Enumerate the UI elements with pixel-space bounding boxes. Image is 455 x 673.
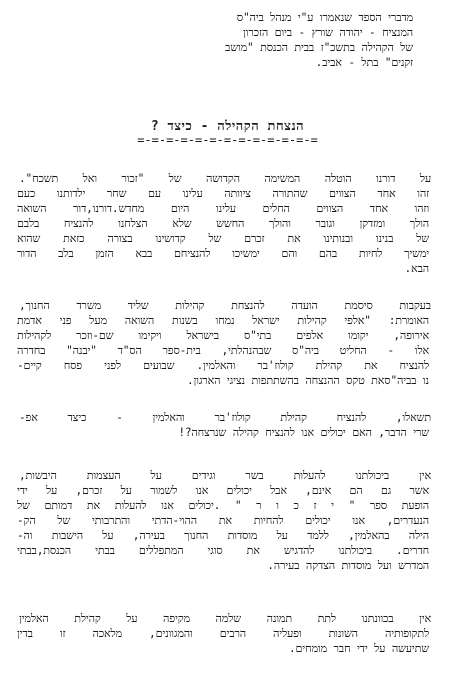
intro-line-4: זקנים" בתל - אביב. <box>315 56 413 69</box>
title-underline: =-=-=-=-=-=-=-=-=-=-=-=-= <box>137 133 318 147</box>
paragraph-4-line-6: חדרים. ביכולתנו להדגיש את סוגי המתפללים בבתי הכנסת,בבתי <box>17 544 429 557</box>
paragraph-5-line-2: לתקופותיה השונות ופעליה הרבים והמגוונים, מלאכה זו בדין <box>17 627 429 640</box>
intro-line-1: מדברי הספד שנאמרו ע"י מנהל ביה"ס <box>236 11 413 24</box>
paragraph-2-line-3: אירופה, יקומו אלפים בתי"ס בישראל ויקימו שם-וזכר לקהילות <box>17 329 429 342</box>
paragraph-2-line-5: להנציח את קהילת קולוז'בר והאלמין. שבועים לפני פסח קיים- <box>17 359 429 372</box>
paragraph-4-line-4: הנעדרים, אנו יכולים להחיות את ההוי-הדתי והתרבותי של הק- <box>17 514 429 527</box>
paragraph-3-line-2: שרי הדבר, האם יכולים אנו להנציח קהילה שנרצחה?! <box>178 426 429 439</box>
paragraph-2-line-6: נו בביה"סאת טקס ההנצחה בהשתתפות נציגי הארגון. <box>186 374 429 387</box>
paragraph-1-line-3: וזהו אחד הצווים החלים עלינו היום מחדש.דורנו,דור השואה <box>17 202 429 215</box>
paragraph-1-line-4: הולך ומזדקן וגובר והולך החשש שלא הצלחנו להנציח בלבם <box>17 217 429 230</box>
paragraph-4-line-5: הילה בהאלמין, ללמד על מוסדות החנוך בעירה, על הישבות וה- <box>17 529 429 542</box>
paragraph-1-line-1: על דורנו הוטלה המשימה הקדושה של "זכור ואל תשכח". <box>19 172 431 185</box>
page-title: הנצחת הקהילה - כיצד ? <box>150 119 305 134</box>
paragraph-2-line-2: האומרת: "אלפי קהילות ישראל נמחו בשנות השואה מעל פני אדמת <box>17 314 429 327</box>
paragraph-5-line-1: אין בכוונתנו לתת תמונה שלמה מקיפה על קהילת האלמין <box>19 612 431 625</box>
paragraph-1-line-5: של בנינו ובנותינו את זכרם של קדושינו בצורה כזאת שהוא <box>17 232 429 245</box>
paragraph-4-line-2: אשר גם הם אינם, אבל יכולים אנו לשמור על זכרם, על ידי <box>17 484 429 497</box>
paragraph-1-line-2: זהו אחד הצווים שהתורה ציוותה עלינו עם שחר ילדותנו כעם <box>17 187 429 200</box>
paragraph-4-line-7: המדרש ועל מוסדות הצדקה בעירה. <box>267 559 429 572</box>
paragraph-1-line-6: ימשיך לחיות בהם והם ימשיכו להנציחם בבא הזמן בלב הדור <box>17 247 429 260</box>
paragraph-3-line-1: תשאלו, להנציח קהילת קולוז'בר והאלמין - כיצד אפ- <box>19 411 431 424</box>
paragraph-2-line-1: בעקבות סיסמת הועדה להנצחת קהילות שליד משרד החנוך, <box>19 299 431 312</box>
paragraph-4-line-1: אין ביכולתנו להעלות בשר וגידים על העצמות היבשות, <box>19 469 431 482</box>
paragraph-5-line-3: שתיעשה על ידי חבר מומחים. <box>288 642 429 655</box>
paragraph-1-line-7: הבא. <box>404 262 429 275</box>
paragraph-4-line-3: הופעת ספר " י ז כ ו ר " .יכולים אנו להעלות את דמותם של <box>17 499 429 512</box>
intro-line-2: המנציח - יהודה שורץ - ביום הזכרון <box>243 26 413 39</box>
intro-line-3: של הקהילה בתשכ"ז בבית הכנסת "מושב <box>225 41 413 54</box>
paragraph-2-line-4: אלו - החליט ביה"ס שבהנהלתי, בית-ספר הס"ד "יבנה" בחדרה <box>17 344 429 357</box>
